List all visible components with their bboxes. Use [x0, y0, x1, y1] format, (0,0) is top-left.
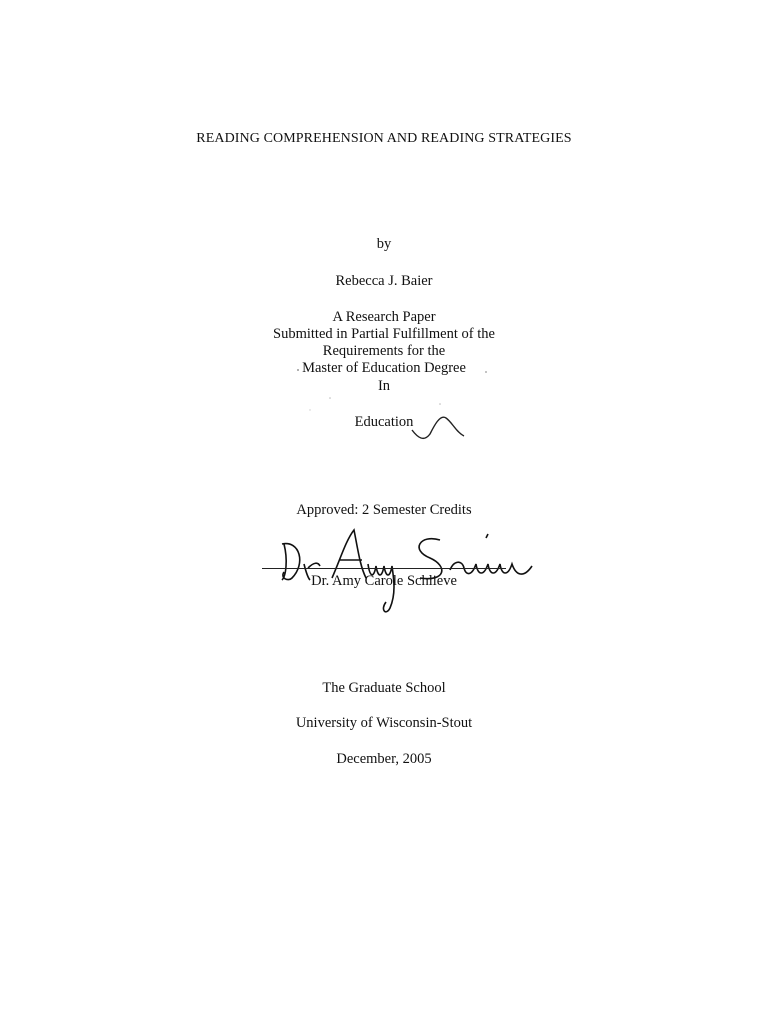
- description-line-4: Master of Education Degree: [302, 360, 466, 376]
- author-name: Rebecca J. Baier: [335, 273, 433, 289]
- signature: [270, 520, 550, 620]
- approval-line: Approved: 2 Semester Credits: [296, 502, 472, 518]
- description-line-5: In: [377, 378, 391, 394]
- university-name: University of Wisconsin-Stout: [295, 715, 473, 731]
- graduate-school: The Graduate School: [322, 680, 446, 696]
- document-date: December, 2005: [336, 751, 432, 767]
- description-line-2: Submitted in Partial Fulfillment of the: [273, 326, 495, 342]
- paper-title: READING COMPREHENSION AND READING STRATEGIES: [196, 131, 572, 146]
- field-of-study: Education: [354, 414, 414, 430]
- signer-name: Dr. Amy Carole Schlieve: [311, 573, 457, 589]
- scan-specks: [290, 360, 510, 420]
- by-line: by: [376, 236, 392, 252]
- description-line-3: Requirements for the: [322, 343, 446, 359]
- signature-line: [262, 568, 506, 569]
- description-line-1: A Research Paper: [332, 309, 436, 325]
